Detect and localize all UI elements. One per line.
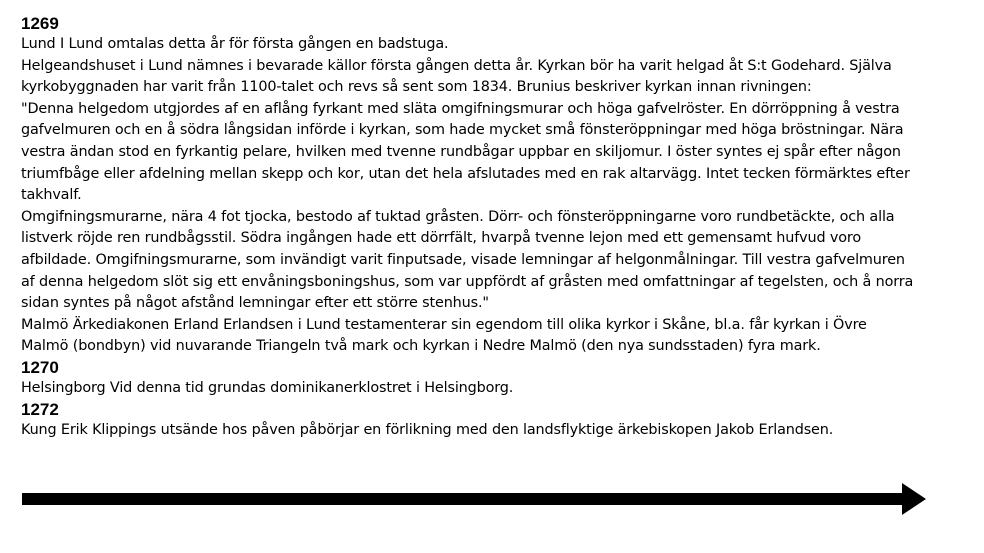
year-heading: 1270 (21, 357, 59, 377)
text-line: afbildade. Omgifningsmurarne, som invändigt varit finputsade, visade lemningar af helgonmålningar. Till vestra gafvelmuren (21, 251, 905, 268)
year-heading: 1269 (21, 14, 59, 33)
text-line: Helgeandshuset i Lund nämnes i bevarade källor första gången detta år. Kyrkan bör ha varit helgad åt S:t Godehard. Själva (21, 57, 892, 74)
entry-1270 (21, 358, 971, 400)
text-line: Malmö Ärkediakonen Erland Erlandsen i Lund testamenterar sin egendom till olika kyrkor i Skåne, bl.a. får kyrkan i Övre (21, 316, 867, 333)
text-line: kyrkobyggnaden har varit från 1100-talet och revs så sent som 1834. Brunius beskriver kyrkan innan rivningen: (21, 79, 812, 96)
text-line: "Denna helgedom utgjordes af en aflång fyrkant med släta omgifningsmurar och höga gafvelröster. En dörröppning å vestra (21, 100, 900, 117)
timeline-document (21, 14, 971, 441)
right-arrow-icon (22, 483, 926, 515)
arrow-head (902, 483, 926, 515)
entry-1272 (21, 400, 971, 442)
text-line: Malmö (bondbyn) vid nuvarande Triangeln två mark och kyrkan i Nedre Malmö (den nya sundsstaden) fyra mark. (21, 338, 821, 355)
arrow-shaft (22, 493, 906, 505)
text-line: Omgifningsmurarne, nära 4 fot tjocka, bestodo af tuktad gråsten. Dörr- och fönsteröppningarne voro rundbetäckte, och alla (21, 208, 895, 225)
text-line: Kung Erik Klippings utsände hos påven påbörjar en förlikning med den landsflyktige ärkebiskopen Jakob Erlandsen. (21, 421, 834, 438)
year-heading: 1272 (21, 399, 59, 419)
text-line: Helsingborg Vid denna tid grundas dominikanerklostret i Helsingborg. (21, 379, 514, 396)
text-line: listverk röjde ren rundbågsstil. Södra ingången hade ett dörrfält, hvarpå tvenne lejon med ett gemensamt hufvud voro (21, 230, 862, 247)
text-line: af denna helgedom slöt sig ett envåningsboningshus, som var uppfördt af gråsten med omfattningar af tegelsten, och å norra (21, 273, 914, 290)
text-line: takhvalf. (21, 187, 82, 204)
text-line: Lund I Lund omtalas detta år för första gången en badstuga. (21, 36, 449, 52)
text-line: sidan syntes på något afstånd lemningar efter ett större stenhus." (21, 295, 489, 312)
text-line: gafvelmuren och en å södra långsidan införde i kyrkan, som hade mycket små fönsteröppningar med höga bröstningar. Nära (21, 122, 904, 139)
text-line: vestra ändan stod en fyrkantig pelare, hvilken med tvenne rundbågar uppbar en skiljomur. I öster syntes ej spår efter någon (21, 143, 901, 160)
entry-1269 (21, 14, 971, 358)
text-line: triumfbåge eller afdelning mellan skepp och kor, utan det hela afslutades med en rak altarvägg. Intet tecken förmärktes efter (21, 165, 910, 182)
